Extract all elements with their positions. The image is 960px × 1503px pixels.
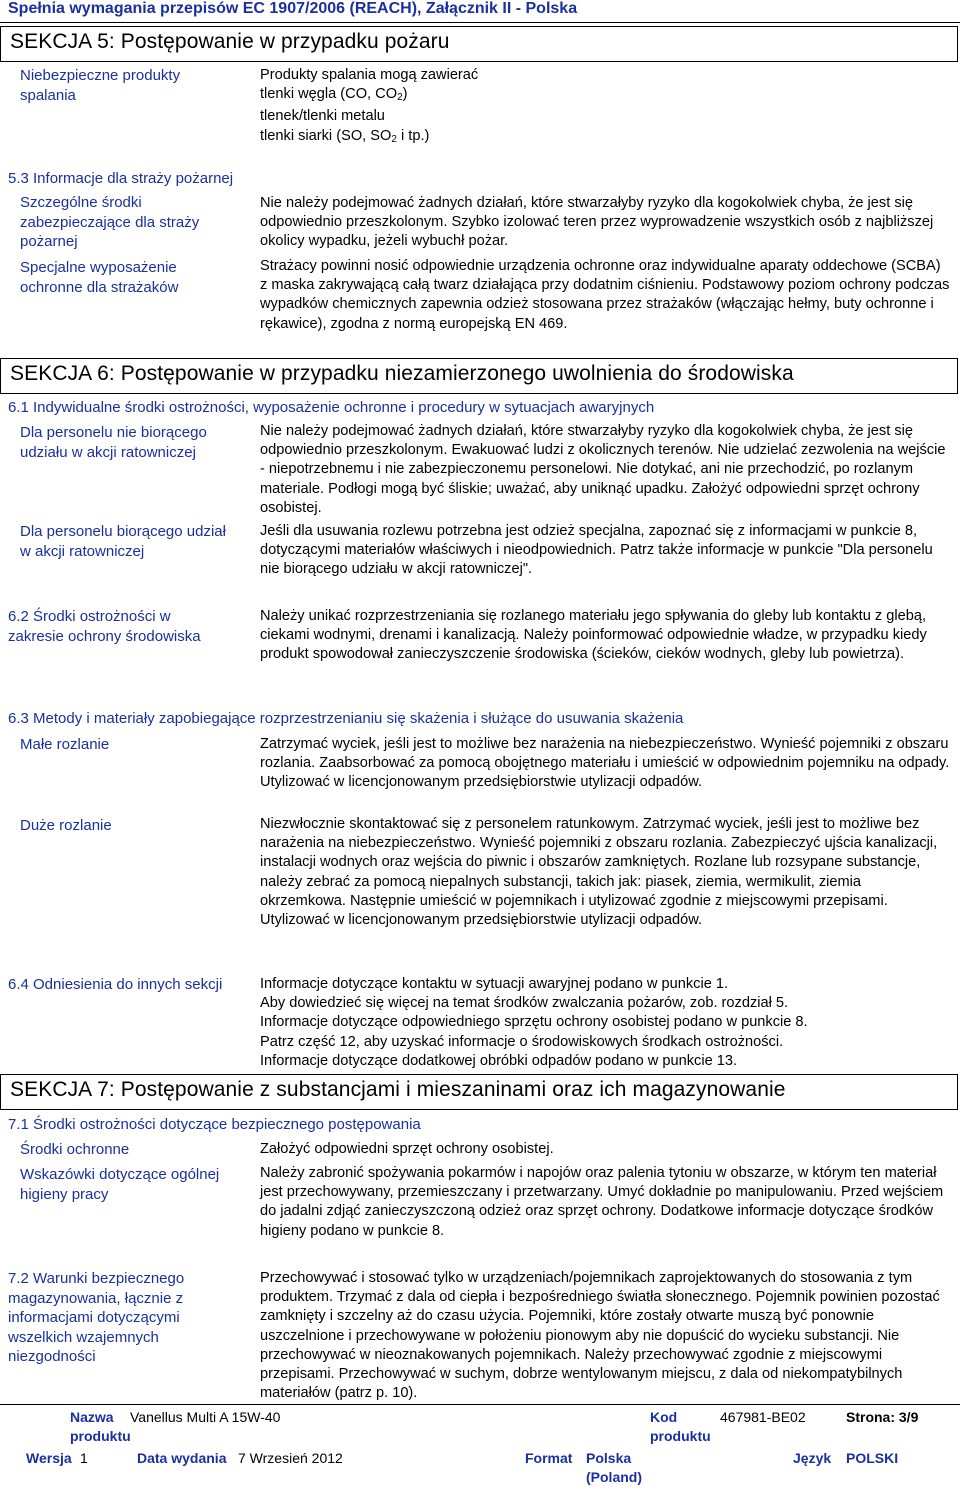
large-spill-text: Niezwłocznie skontaktować się z personelem ratunkowym. Zatrzymać wyciek, jeśli jest to możliwe bez narażenia na niebezpieczeństwo. Wynieść pojemniki z obszaru rozlania. Zabezpieczyć ujścia kanalizacji, instalacji wodnych oraz wejścia do piwnic i obszarów zamkniętych. Rozlane lub rozsypane substancje, należy zebrać za pomocą niepalnych substancji, takich jak: piasek, ziemia, wermikulit, ziemia okrzemkowa. Następnie umieścić w pojemnikach i utylizować zgodnie z miejscowymi przepisami. Utylizować w licencjonowanym przedsiębiorstwie utylizacji odpadów.: [260, 816, 938, 929]
hazard-line: tlenki siarki (SO, $SO_2$ i tp.): [260, 127, 430, 145]
special-measures-text: Nie należy podejmować żadnych działań, które stwarzałyby ryzyko dla kogokolwiek chyba, że jest się odpowiednio przeszkolonym. Szybko izolować teren przez wyprowadzenie wszystkich osób z najbliższej okolicy wypadku, jeżeli wybuchł pożar.: [260, 195, 934, 250]
page-header-title: Spełnia wymagania przepisów EC 1907/2006 (REACH), Załącznik II - Polska: [8, 0, 578, 17]
product-name-value: Vanellus Multi A 15W-40: [130, 1409, 281, 1425]
footer-divider: [0, 1404, 960, 1405]
hazard-line: tlenek/tlenki metalu: [260, 108, 385, 125]
hazard-line: tlenki węgla (CO, $CO_2$): [260, 86, 408, 104]
environmental-precautions-text: Należy unikać rozprzestrzeniania się rozlanego materiału jego spływania do gleby lub kontaktu z glebą, ciekami wodnymi, drenami i kanalizacją. Należy poinformować odpowiednie władze, w przypadku kiedy produkt spowodował zanieczyszczenie środowiska (ścieków, cieków wodnych, gleby lub powietrza).: [260, 608, 927, 663]
section-7-title: SEKCJA 7: Postępowanie z substancjami i mieszaninami oraz ich magazynowanie: [10, 1078, 786, 1101]
storage-label: 7.2 Warunki bezpiecznego magazynowania, łącznie z informacjami dotyczącymi wszelkich wzajemnych niezgodności: [8, 1270, 185, 1365]
reference-line: Informacje dotyczące kontaktu w sytuacji awaryjnej podano w punkcie 1.: [260, 976, 729, 992]
reference-line: Informacje dotyczące odpowiedniego sprzętu ochrony osobistej podano w punkcie 8.: [260, 1014, 808, 1031]
reference-line: Informacje dotyczące dodatkowej obróbki odpadów podano w punkcie 13.: [260, 1052, 738, 1069]
subsection-7-1-title: 7.1 Środki ostrożności dotyczące bezpiecznego postępowania: [8, 1116, 421, 1133]
product-name-label: Nazwa produktu: [70, 1409, 131, 1444]
hazard-products-text: [260, 66, 560, 149]
storage-text: Przechowywać i stosować tylko w urządzeniach/pojemnikach zaprojektowanych do stosowania z tym produktem. Trzymać z dala od ciepła i bezpośredniego światła słonecznego. Pojemnik powinien pozostać zamknięty i szczelny aż do czasu użycia. Pojemniki, które zostały otwarte muszą być ponownie uszczelnione i przechowywane w położeniu pionowym aby nie dopuścić do wycieku substancji. Nie przechowywać w nieoznakowanych pojemnikach. Należy przechowywać zgodnie z miejscowymi przepisami. Przechowywać w suchym, dobrze wentylowanym miejscu, z dala od niekompatybilnych materiałów (patrz p. 10).: [260, 1270, 940, 1402]
subsection-6-1-title: 6.1 Indywidualne środki ostrożności, wyposażenie ochronne i procedury w sytuacjach awaryjnych: [8, 399, 655, 416]
header-divider: [0, 22, 960, 23]
reference-line: Aby dowiedzieć się więcej na temat środków zwalczania pożarów, zob. rozdział 5.: [260, 995, 789, 1012]
subsection-5-3-title: 5.3 Informacje dla straży pożarnej: [8, 170, 234, 187]
emergency-responders-label: Dla personelu biorącego udział w akcji ratowniczej: [20, 523, 226, 560]
format-label: Format: [525, 1450, 573, 1466]
small-spill-label: Małe rozlanie: [20, 736, 110, 753]
special-measures-label: Szczególne środki zabezpieczające dla straży pożarnej: [20, 194, 200, 250]
format-value: Polska (Poland): [586, 1450, 642, 1485]
large-spill-label: Duże rozlanie: [20, 817, 112, 834]
hygiene-label: Wskazówki dotyczące ogólnej higieny pracy: [20, 1166, 220, 1203]
reference-line: Patrz część 12, aby uzyskać informacje o środowiskowych środkach ostrożności.: [260, 1033, 784, 1050]
non-emergency-text: Nie należy podejmować żadnych działań, które stwarzałyby ryzyko dla kogokolwiek chyba, że jest się odpowiednio przeszkolonym. Ewakuować ludzi z okolicznych terenów. Nie udzielać zezwolenia na wejście - niepotrzebnemu i nie zabezpieczonemu personelowi. Nie dotykać, ani nie przechodzić, po rozlanym materiale. Podłogi mogą być śliskie; uważać, aby uniknąć upadku. Założyć odpowiedni sprzęt ochrony osobistej.: [260, 423, 946, 516]
protective-measures-label: Środki ochronne: [20, 1141, 130, 1158]
page-number: Strona: 3/9: [846, 1409, 919, 1425]
protective-measures-text: Założyć odpowiedni sprzęt ochrony osobistej.: [260, 1141, 554, 1157]
product-code-value: 467981-BE02: [720, 1409, 806, 1425]
emergency-responders-text: Jeśli dla usuwania rozlewu potrzebna jest odzież specjalna, zapoznać się z informacjami w punkcie 8, dotyczącymi materiałów właściwych i nieodpowiednich. Patrz także informacje w punkcie "Dla personelu nie biorącego udziału w akcji ratowniczej".: [260, 523, 933, 578]
language-value: POLSKI: [846, 1450, 899, 1466]
other-sections-label: 6.4 Odniesienia do innych sekcji: [8, 976, 223, 993]
special-equipment-text: Strażacy powinni nosić odpowiednie urządzenia ochronne oraz indywidualne aparaty oddechowe (SCBA) z maska zakrywającą całą twarz działająca przy dodatnim ciśnieniu. Podstawowy poziom ochrony podczas wypadków chemicznych zapewnia odzież stosowana przez strażaków (włączając hełmy, buty ochronne i rękawice), zgodna z normą europejską EN 469.: [260, 258, 950, 332]
hazard-line: Produkty spalania mogą zawierać: [260, 67, 479, 83]
language-label: Język: [793, 1450, 832, 1466]
version-value: 1: [80, 1450, 88, 1466]
other-sections-text: [260, 975, 950, 1071]
hygiene-text: Należy zabronić spożywania pokarmów i napojów oraz palenia tytoniu w obszarze, w którym ten materiał jest przechowywany, przemieszczany i przetwarzany. Umyć dokładnie po manipulowaniu. Przed wejściem do jadalni zdjąć zanieczyszczoną odzież oraz sprzęt ochrony. Dodatkowe informacje dotyczące środków higieny podano w punkcie 8.: [260, 1165, 944, 1239]
hazard-products-label: Niebezpieczne produkty spalania: [20, 67, 181, 104]
section-5-title: SEKCJA 5: Postępowanie w przypadku pożaru: [10, 30, 450, 53]
issue-date-value: 7 Wrzesień 2012: [238, 1450, 343, 1466]
issue-date-label: Data wydania: [137, 1450, 227, 1466]
product-code-label: Kod produktu: [650, 1409, 711, 1444]
environmental-precautions-label: 6.2 Środki ostrożności w zakresie ochrony środowiska: [8, 608, 201, 645]
non-emergency-label: Dla personelu nie biorącego udziału w akcji ratowniczej: [20, 424, 207, 461]
subsection-6-3-title: 6.3 Metody i materiały zapobiegające rozprzestrzenianiu się skażenia i służące do usuwania skażenia: [8, 710, 684, 727]
special-equipment-label: Specjalne wyposażenie ochronne dla strażaków: [20, 259, 179, 296]
small-spill-text: Zatrzymać wyciek, jeśli jest to możliwe bez narażenia na niebezpieczeństwo. Wynieść pojemniki z obszaru rozlania. Zaabsorbować za pomocą obojętnego materiału i umieścić w odpowiednim pojemniku na odpady. Utylizować w licencjonowanym przedsiębiorstwie utylizacji odpadów.: [260, 736, 950, 791]
section-6-title: SEKCJA 6: Postępowanie w przypadku niezamierzonego uwolnienia do środowiska: [10, 362, 794, 385]
version-label: Wersja: [26, 1450, 72, 1466]
